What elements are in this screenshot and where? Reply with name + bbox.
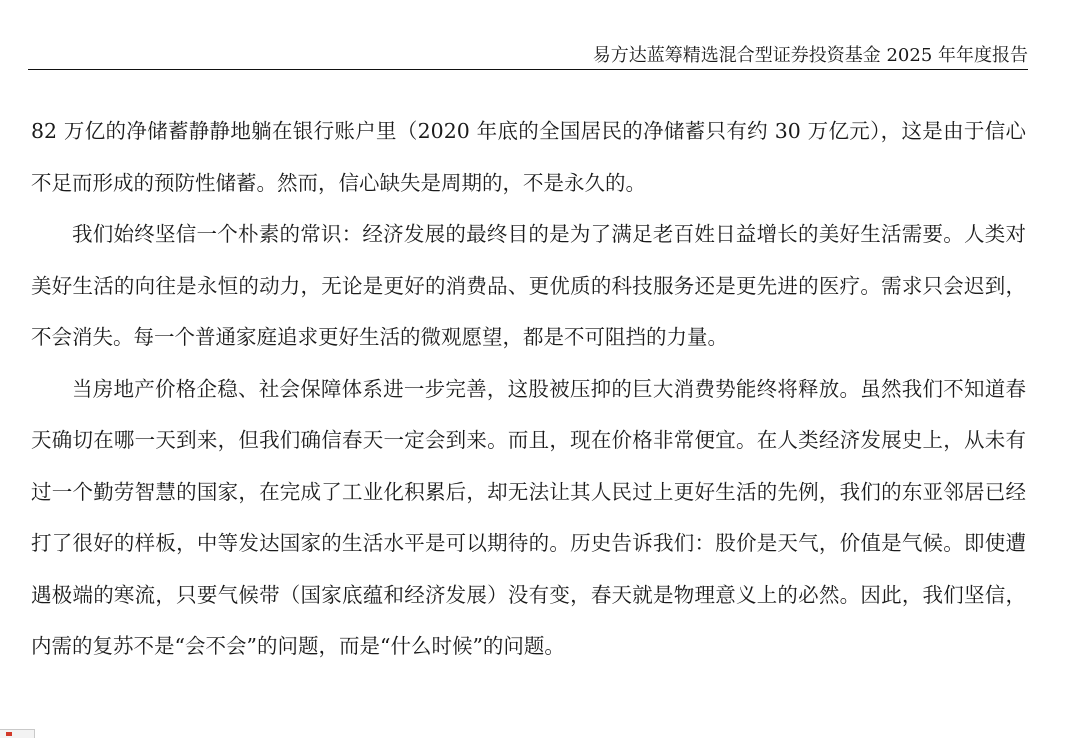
paragraph-consumption-recovery: 当房地产价格企稳、社会保障体系进一步完善，这股被压抑的巨大消费势能终将释放。虽然我们不知道春天确切在哪一天到来，但我们确信春天一定会到来。而且，现在价格非常便宜。在人类经济发展史上，从未有过一个勤劳智慧的国家，在完成了工业化积累后，却无法让其人民过上更好生活的先例，我们的东亚邻居已经打了很好的样板，中等发达国家的生活水平是可以期待的。历史告诉我们：股价是天气，价值是气候。即使遭遇极端的寒流，只要气候带（国家底蕴和经济发展）没有变，春天就是物理意义上的必然。因此，我们坚信，内需的复苏不是“会不会”的问题，而是“什么时候”的问题。 xyxy=(31,376,1026,658)
paragraph-savings: 82 万亿的净储蓄静静地躺在银行账户里（2020 年底的全国居民的净储蓄只有约 30 万亿元），这是由于信心不足而形成的预防性储蓄。然而，信心缺失是周期的，不是永久的。 xyxy=(31,119,1026,195)
header-divider xyxy=(28,69,1028,70)
document-body xyxy=(31,106,1026,673)
page-header xyxy=(28,0,1028,70)
paragraph-common-sense: 我们始终坚信一个朴素的常识：经济发展的最终目的是为了满足老百姓日益增长的美好生活需要。人类对美好生活的向往是永恒的动力，无论是更好的消费品、更优质的科技服务还是更先进的医疗。需求只会迟到，不会消失。每一个普通家庭追求更好生活的微观愿望，都是不可阻挡的力量。 xyxy=(31,222,1026,349)
report-title: 易方达蓝筹精选混合型证券投资基金 2025 年年度报告 xyxy=(592,45,1028,66)
